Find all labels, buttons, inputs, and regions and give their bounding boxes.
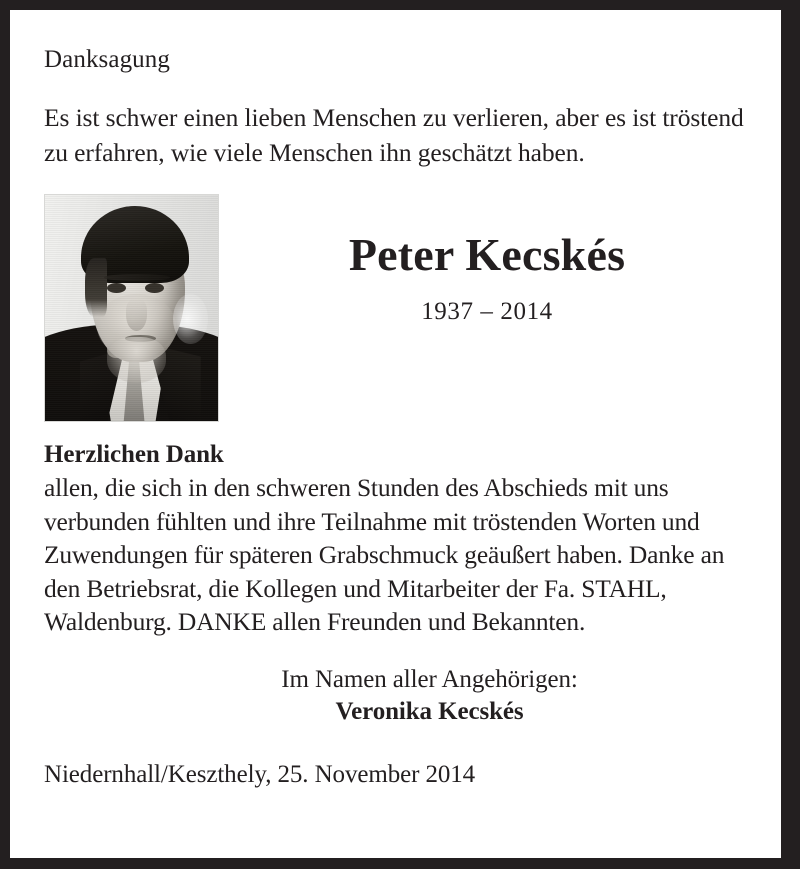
signature-intro: Im Namen aller Angehörigen: [281, 665, 578, 693]
name-block [219, 194, 755, 327]
life-dates: 1937 – 2014 [421, 298, 553, 325]
thanks-section [44, 423, 755, 639]
place-and-date: Niedernhall/Keszthely, 25. November 2014 [44, 760, 476, 788]
signature-block [44, 664, 755, 728]
portrait-and-name-row [44, 194, 755, 423]
obituary-card [10, 10, 781, 858]
photo-eyebrow [104, 274, 170, 281]
notice-heading: Danksagung [44, 46, 170, 73]
photo-chin [107, 337, 166, 382]
photo-nose [126, 299, 147, 331]
photo-light-highlight [173, 294, 208, 344]
signature-name: Veronika Kecskés [335, 697, 524, 725]
notice-content [10, 10, 781, 858]
thanks-body: allen, die sich in den schweren Stunden des Abschieds mit uns verbunden fühlten und ihre Teilnahme mit tröstenden Worten und Zuwendungen für späteren Grabschmuck geäußert haben. Danke an den Betriebsrat, die Kollegen und Mitarbeiter der Fa. STAHL, Waldenburg. DANKE allen Freunden und Bekannten. [44, 473, 725, 636]
thanks-heading: Herzlichen Dank [44, 441, 224, 468]
intro-verse: Es ist schwer einen lieben Menschen zu verlieren, aber es ist tröstend zu erfahren, wie viele Menschen ihn geschätzt haben. [44, 103, 744, 167]
photo-sideburn [85, 258, 107, 317]
portrait-photo [44, 194, 219, 422]
deceased-name: Peter Kecskés [348, 229, 626, 280]
